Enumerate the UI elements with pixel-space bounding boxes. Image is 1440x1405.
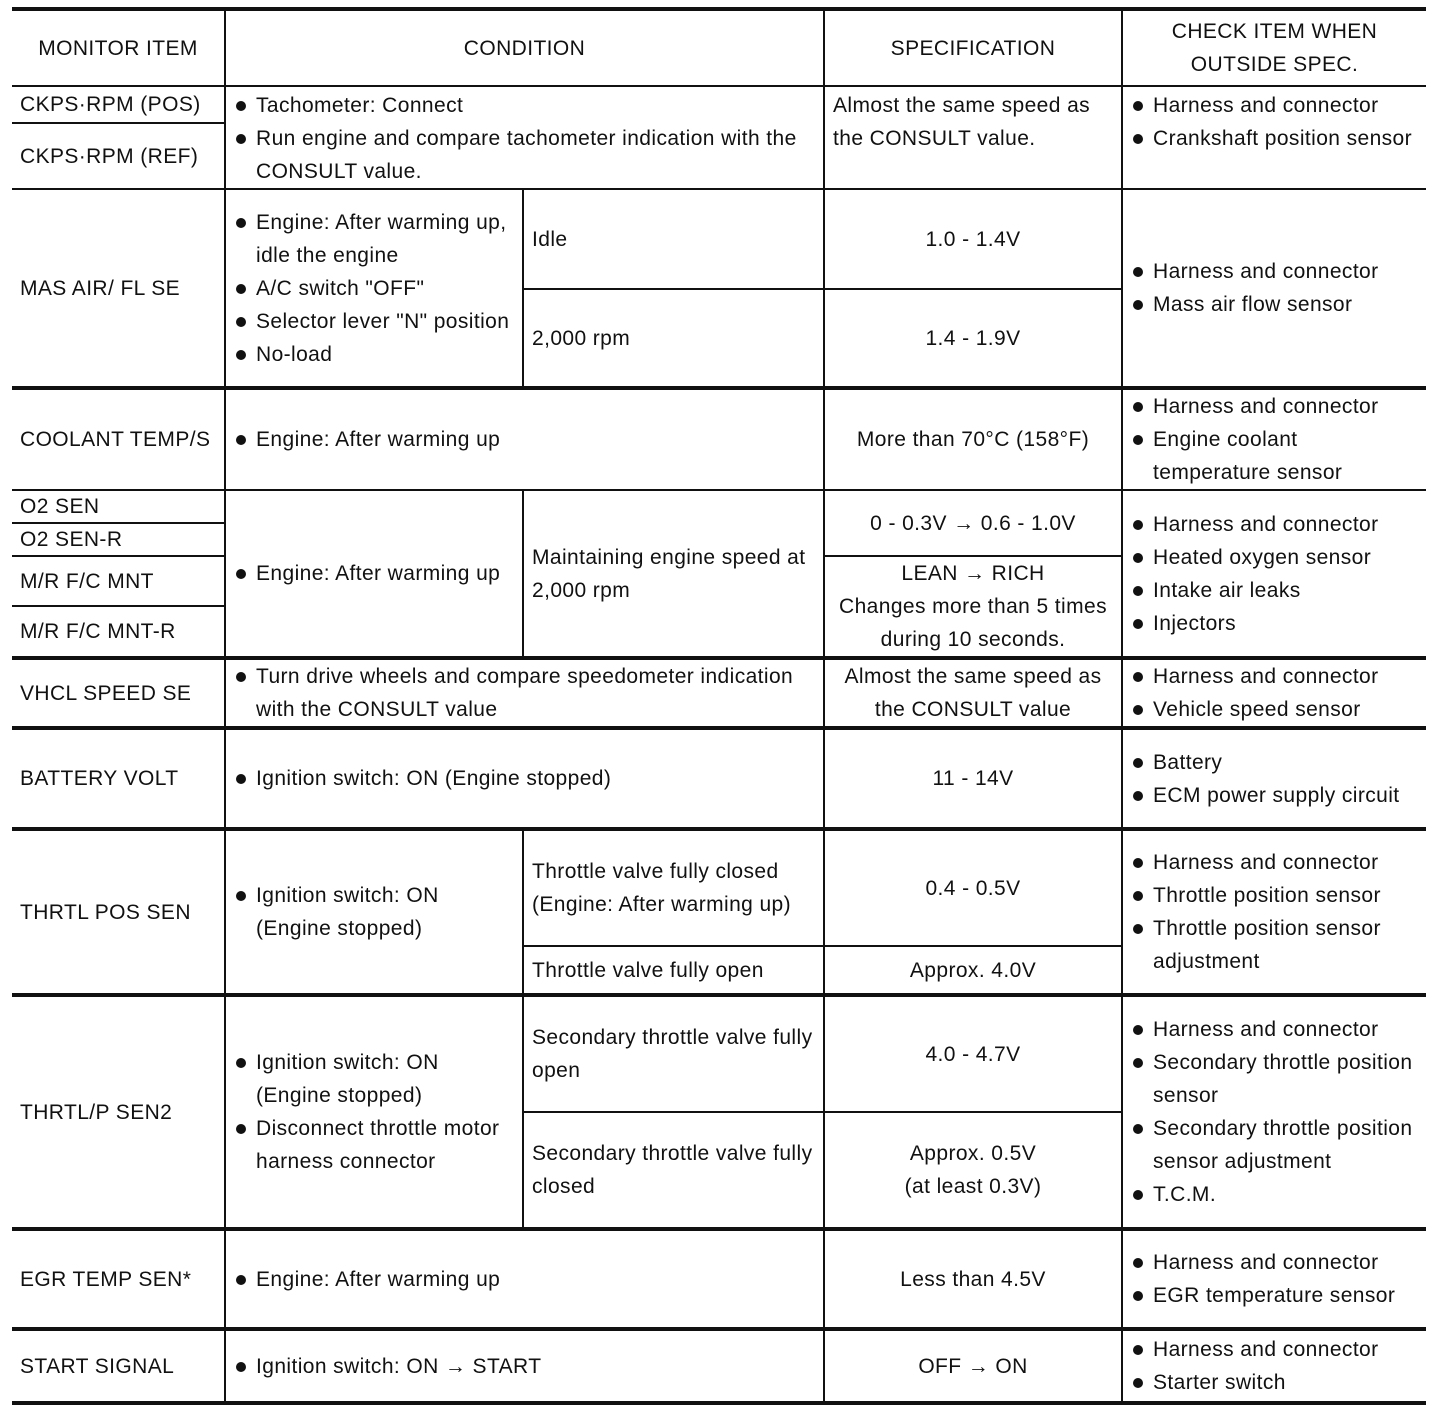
monitor-item-egr: EGR TEMP SEN* (12, 1229, 225, 1329)
list-item: Harness and connector (1131, 89, 1418, 122)
monitor-item-ckps-ref: CKPS·RPM (REF) (12, 123, 225, 189)
monitor-item-start: START SIGNAL (12, 1329, 225, 1403)
monitor-item-mr-fc-mnt-r: M/R F/C MNT-R (12, 606, 225, 658)
list-item: Secondary throttle position sensor (1131, 1046, 1418, 1112)
list-item: Harness and connector (1131, 390, 1418, 423)
spec-thrtl2-closed (824, 1112, 1122, 1229)
list-item: Harness and connector (1131, 660, 1418, 693)
spec-o2-voltage: 0 - 0.3V → 0.6 - 1.0V (824, 490, 1122, 556)
list-item: Engine: After warming up (234, 423, 815, 456)
sub-condition-thrtl-open: Throttle valve fully open (523, 946, 824, 995)
monitor-item-thrtl2: THRTL/P SEN2 (12, 995, 225, 1229)
check-battery (1122, 728, 1426, 829)
condition-mas (225, 189, 523, 388)
condition-thrtl2 (225, 995, 523, 1229)
spec-coolant: More than 70°C (158°F) (824, 388, 1122, 490)
monitor-spec-table-wrapper (12, 7, 1426, 1405)
header-specification: SPECIFICATION (824, 9, 1122, 86)
list-item: Throttle position sensor adjustment (1131, 912, 1418, 978)
list-item: Crankshaft position sensor (1131, 122, 1418, 155)
list-item: Tachometer: Connect (234, 89, 815, 122)
table-row (12, 728, 1426, 829)
monitor-spec-table (12, 7, 1426, 1405)
list-item: Secondary throttle position sensor adjustment (1131, 1112, 1418, 1178)
list-item: Throttle position sensor (1131, 879, 1418, 912)
table-row (12, 86, 1426, 123)
monitor-item-o2-sen-r: O2 SEN-R (12, 523, 225, 556)
condition-o2 (225, 490, 523, 658)
spec-o2-lean-rich-line2: Changes more than 5 times during 10 seconds. (839, 595, 1107, 651)
header-row (12, 9, 1426, 86)
spec-start: OFF → ON (824, 1329, 1122, 1403)
monitor-item-mr-fc-mnt: M/R F/C MNT (12, 556, 225, 606)
list-item: Run engine and compare tachometer indication with the CONSULT value. (234, 122, 815, 188)
check-thrtl (1122, 829, 1426, 995)
list-item: ECM power supply circuit (1131, 779, 1418, 812)
list-item: Engine: After warming up (234, 557, 514, 590)
sub-condition-thrtl2-closed: Secondary throttle valve fully closed (523, 1112, 824, 1229)
sub-condition-mas-idle: Idle (523, 189, 824, 289)
spec-o2-lean-rich-line1: LEAN → RICH (901, 562, 1045, 585)
table-row (12, 1329, 1426, 1403)
list-item: Harness and connector (1131, 1013, 1418, 1046)
list-item: Vehicle speed sensor (1131, 693, 1418, 726)
table-row (12, 658, 1426, 728)
list-item: Ignition switch: ON (Engine stopped) (234, 762, 815, 795)
check-vhcl (1122, 658, 1426, 728)
list-item: Intake air leaks (1131, 574, 1418, 607)
table-row (12, 189, 1426, 289)
table-row (12, 829, 1426, 946)
check-o2 (1122, 490, 1426, 658)
list-item: Harness and connector (1131, 846, 1418, 879)
check-thrtl2 (1122, 995, 1426, 1229)
condition-egr (225, 1229, 824, 1329)
spec-mas-2000: 1.4 - 1.9V (824, 289, 1122, 388)
spec-battery: 11 - 14V (824, 728, 1122, 829)
monitor-item-o2-sen: O2 SEN (12, 490, 225, 523)
list-item: T.C.M. (1131, 1178, 1418, 1211)
list-item: A/C switch "OFF" (234, 272, 514, 305)
list-item: Starter switch (1131, 1366, 1418, 1399)
spec-thrtl2-open: 4.0 - 4.7V (824, 995, 1122, 1112)
list-item: Ignition switch: ON (Engine stopped) (234, 1046, 514, 1112)
table-row (12, 388, 1426, 490)
spec-o2-lean-rich (824, 556, 1122, 658)
condition-ckps (225, 86, 824, 189)
monitor-item-battery: BATTERY VOLT (12, 728, 225, 829)
list-item: Harness and connector (1131, 508, 1418, 541)
list-item: Engine coolant temperature sensor (1131, 423, 1418, 489)
list-item: Ignition switch: ON (Engine stopped) (234, 879, 514, 945)
list-item: Heated oxygen sensor (1131, 541, 1418, 574)
condition-vhcl (225, 658, 824, 728)
sub-condition-thrtl-closed: Throttle valve fully closed (Engine: After warming up) (523, 829, 824, 946)
list-item: Selector lever "N" position (234, 305, 514, 338)
list-item: EGR temperature sensor (1131, 1279, 1418, 1312)
list-item: No-load (234, 338, 514, 371)
list-item: Engine: After warming up (234, 1263, 815, 1296)
condition-battery (225, 728, 824, 829)
list-item: Injectors (1131, 607, 1418, 640)
monitor-item-coolant: COOLANT TEMP/S (12, 388, 225, 490)
sub-condition-o2: Maintaining engine speed at 2,000 rpm (523, 490, 824, 658)
check-egr (1122, 1229, 1426, 1329)
list-item: Mass air flow sensor (1131, 288, 1418, 321)
sub-condition-mas-2000: 2,000 rpm (523, 289, 824, 388)
condition-coolant (225, 388, 824, 490)
monitor-item-vhcl: VHCL SPEED SE (12, 658, 225, 728)
list-item: Harness and connector (1131, 1246, 1418, 1279)
list-item: Battery (1131, 746, 1418, 779)
check-ckps (1122, 86, 1426, 189)
header-check-line1: CHECK ITEM WHEN (1171, 20, 1378, 43)
condition-start (225, 1329, 824, 1403)
sub-condition-thrtl2-open: Secondary throttle valve fully open (523, 995, 824, 1112)
header-monitor-item: MONITOR ITEM (12, 9, 225, 86)
spec-ckps: Almost the same speed as the CONSULT value. (824, 86, 1122, 189)
condition-thrtl (225, 829, 523, 995)
spec-egr: Less than 4.5V (824, 1229, 1122, 1329)
spec-thrtl-open: Approx. 4.0V (824, 946, 1122, 995)
list-item: Turn drive wheels and compare speedometer indication with the CONSULT value (234, 660, 815, 726)
monitor-item-thrtl: THRTL POS SEN (12, 829, 225, 995)
spec-mas-idle: 1.0 - 1.4V (824, 189, 1122, 289)
list-item: Disconnect throttle motor harness connector (234, 1112, 514, 1178)
spec-thrtl-closed: 0.4 - 0.5V (824, 829, 1122, 946)
table-row (12, 490, 1426, 523)
spec-thrtl2-closed-line2: (at least 0.3V) (904, 1175, 1042, 1198)
header-check-item (1122, 9, 1426, 86)
list-item: Engine: After warming up, idle the engine (234, 206, 514, 272)
header-check-line2: OUTSIDE SPEC. (1190, 53, 1359, 76)
check-mas (1122, 189, 1426, 388)
list-item: Harness and connector (1131, 255, 1418, 288)
monitor-item-ckps-pos: CKPS·RPM (POS) (12, 86, 225, 123)
table-row (12, 1229, 1426, 1329)
spec-thrtl2-closed-line1: Approx. 0.5V (909, 1142, 1037, 1165)
check-start (1122, 1329, 1426, 1403)
list-item: Harness and connector (1131, 1333, 1418, 1366)
header-condition: CONDITION (225, 9, 824, 86)
check-coolant (1122, 388, 1426, 490)
table-row (12, 995, 1426, 1112)
spec-vhcl: Almost the same speed as the CONSULT value (824, 658, 1122, 728)
list-item: Ignition switch: ON → START (234, 1350, 815, 1383)
monitor-item-mas: MAS AIR/ FL SE (12, 189, 225, 388)
